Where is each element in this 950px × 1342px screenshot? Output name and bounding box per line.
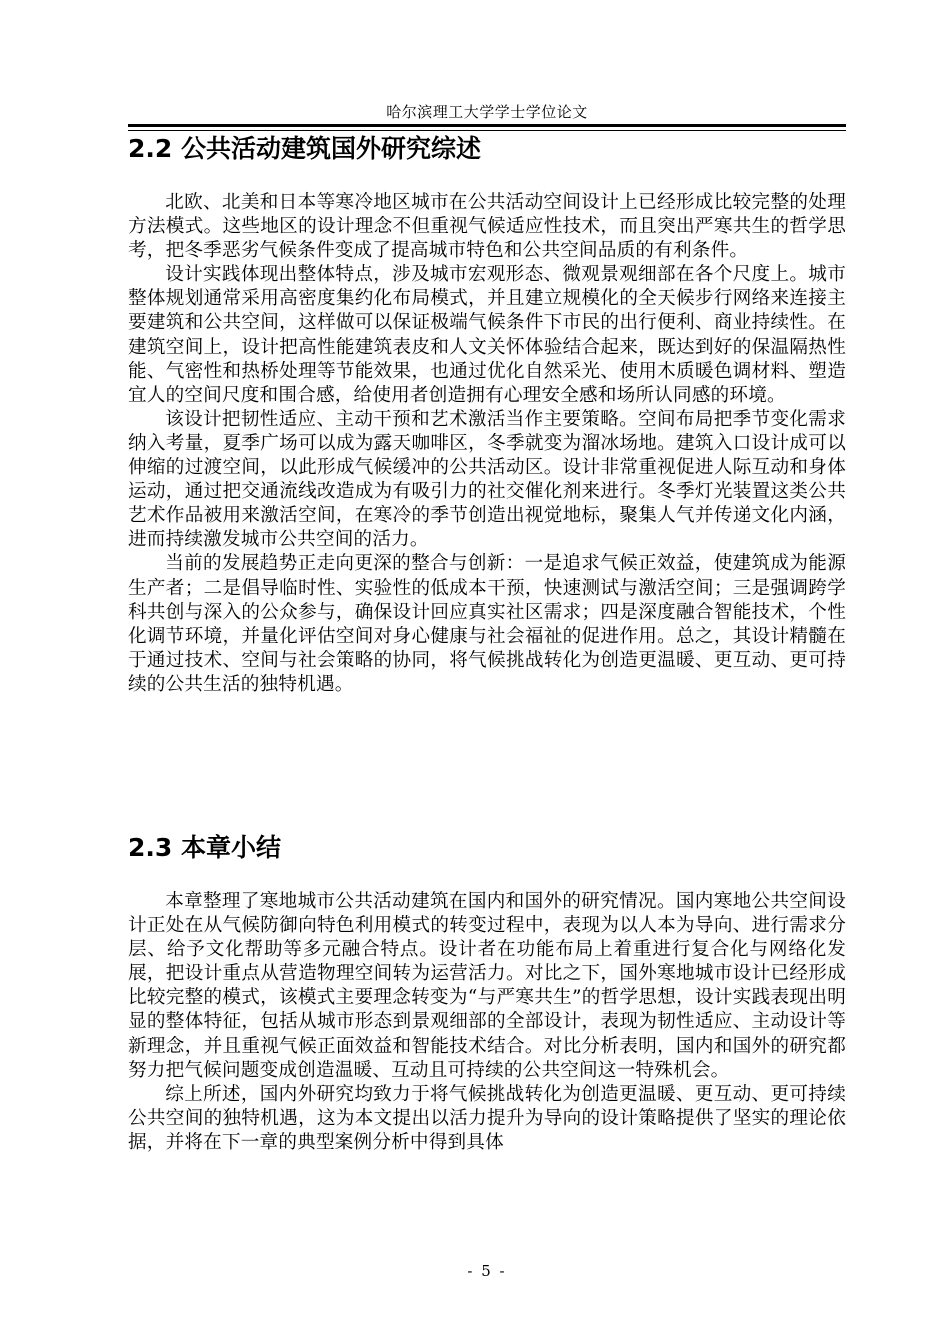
- section-2-2-body: [128, 191, 846, 697]
- paragraph: 该设计把韧性适应、主动干预和艺术激活当作主要策略。空间布局把季节变化需求纳入考量，夏季广场可以成为露天咖啡区，冬季就变为溜冰场地。建筑入口设计成可以伸缩的过渡空间，以此形成气候缓冲的公共活动区。设计非常重视促进人际互动和身体运动，通过把交通流线改造成为有吸引力的社交催化剂来进行。冬季灯光装置这类公共艺术作品被用来激活空间，在寒冷的季节创造出视觉地标，聚集人气并传递文化内涵，进而持续激发城市公共空间的活力。: [128, 408, 846, 551]
- section-heading-2-3: 2.3 本章小结: [128, 833, 281, 862]
- header-rule-thick: [128, 124, 846, 127]
- section-heading-2-2: 2.2 公共活动建筑国外研究综述: [128, 134, 481, 163]
- paragraph: 本章整理了寒地城市公共活动建筑在国内和国外的研究情况。国内寒地公共空间设计正处在从气候防御向特色利用模式的转变过程中，表现为以人本为导向、进行需求分层、给予文化帮助等多元融合特点。设计者在功能布局上着重进行复合化与网络化发展，把设计重点从营造物理空间转为运营活力。对比之下，国外寒地城市设计已经形成比较完整的模式，该模式主要理念转变为“与严寒共生”的哲学思想，设计实践表现出明显的整体特征，包括从城市形态到景观细部的全部设计，表现为韧性适应、主动设计等新理念，并且重视气候正面效益和智能技术结合。对比分析表明，国内和国外的研究都努力把气候问题变成创造温暖、互动且可持续的公共空间这一特殊机会。: [128, 891, 846, 1081]
- paragraph: 北欧、北美和日本等寒冷地区城市在公共活动空间设计上已经形成比较完整的处理方法模式。这些地区的设计理念不但重视气候适应性技术，而且突出严寒共生的哲学思考，把冬季恶劣气候条件变成了提高城市特色和公共空间品质的有利条件。: [128, 192, 846, 262]
- section-2-3-body: [128, 890, 846, 1155]
- page-number: - 5 -: [467, 1262, 507, 1280]
- paragraph: 设计实践体现出整体特点，涉及城市宏观形态、微观景观细部在各个尺度上。城市整体规划通常采用高密度集约化布局模式，并且建立规模化的全天候步行网络来连接主要建筑和公共空间，这样做可以保证极端气候条件下市民的出行便利、商业持续性。在建筑空间上，设计把高性能建筑表皮和人文关怀体验结合起来，既达到好的保温隔热性能、气密性和热桥处理等节能效果，也通过优化自然采光、使用木质暖色调材料、塑造宜人的空间尺度和围合感，给使用者创造拥有心理安全感和场所认同感的环境。: [128, 264, 846, 406]
- running-header: 哈尔滨理工大学学士学位论文: [386, 103, 588, 121]
- paragraph: 综上所述，国内外研究均致力于将气候挑战转化为创造更温暖、更互动、更可持续公共空间的独特机遇，这为本文提出以活力提升为导向的设计策略提供了坚实的理论依据，并将在下一章的典型案例分析中得到具体: [128, 1083, 846, 1153]
- paragraph: 当前的发展趋势正走向更深的整合与创新：一是追求气候正效益，使建筑成为能源生产者；二是倡导临时性、实验性的低成本干预，快速测试与激活空间；三是强调跨学科共创与深入的公众参与，确保设计回应真实社区需求；四是深度融合智能技术，个性化调节环境，并量化评估空间对身心健康与社会福祉的促进作用。总之，其设计精髓在于通过技术、空间与社会策略的协同，将气候挑战转化为创造更温暖、更互动、更可持续的公共生活的独特机遇。: [128, 553, 846, 695]
- header-rule-thin: [128, 130, 846, 131]
